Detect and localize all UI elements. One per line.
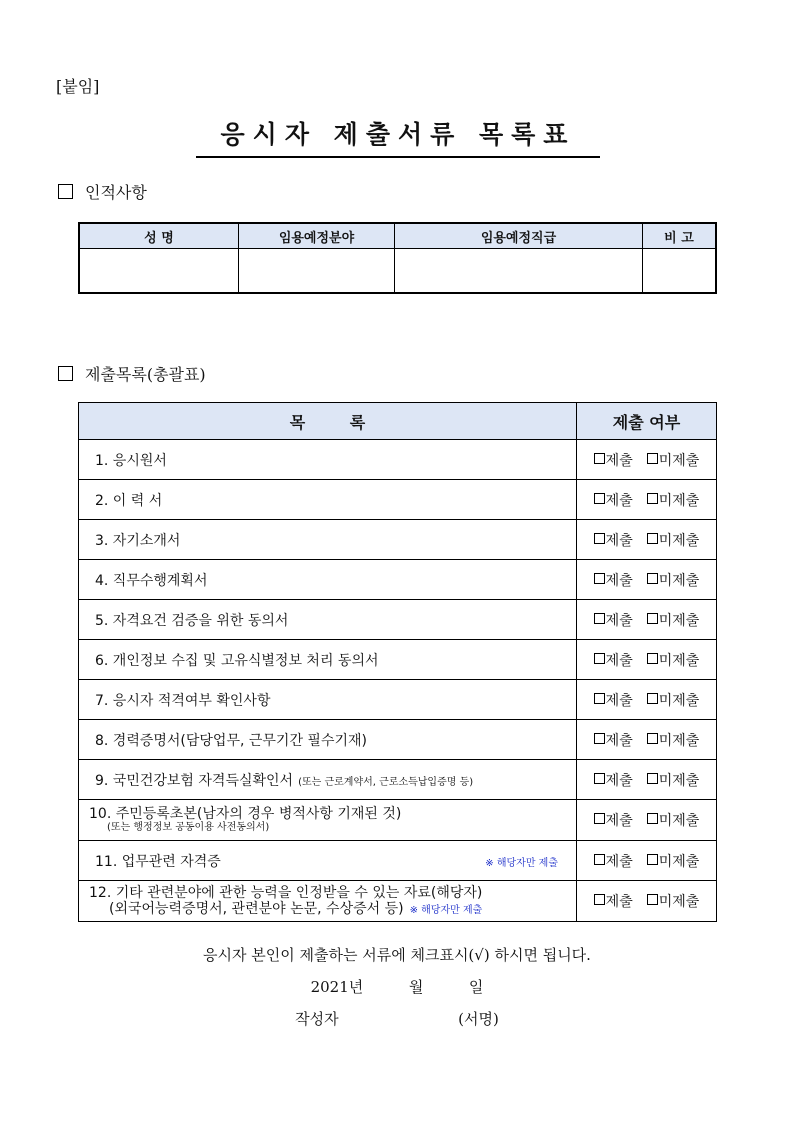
instruction-text: 응시자 본인이 제출하는 서류에 체크표시(√) 하시면 됩니다.: [203, 946, 591, 964]
submitted-label: 제출: [605, 692, 633, 709]
not-submitted-checkbox[interactable]: [647, 613, 700, 629]
not-submitted-checkbox[interactable]: [647, 894, 700, 910]
submitted-checkbox[interactable]: [594, 733, 633, 749]
checkbox-icon: [647, 453, 658, 464]
checkbox-icon: [594, 773, 605, 784]
checkbox-icon: [647, 653, 658, 664]
checkbox-icon: [594, 613, 605, 624]
header-field: 임용예정분야: [239, 223, 395, 249]
item-cell: [79, 841, 577, 881]
section-box-icon: [58, 366, 73, 381]
item-cell: [79, 680, 577, 720]
list-item: [79, 480, 717, 520]
submission-status-cell: [577, 800, 717, 841]
checkbox-icon: [647, 813, 658, 824]
item-text: 4. 직무수행계획서: [95, 572, 208, 589]
submission-status-cell: [577, 600, 717, 640]
item-text: 7. 응시자 적격여부 확인사항: [95, 692, 271, 709]
submitted-label: 제출: [605, 813, 633, 829]
submission-status-cell: [577, 640, 717, 680]
item-cell: [79, 480, 577, 520]
header-remarks: 비 고: [643, 223, 717, 249]
submitted-checkbox[interactable]: [594, 813, 633, 829]
checkbox-icon: [647, 533, 658, 544]
checkbox-icon: [594, 453, 605, 464]
not-submitted-label: 미제출: [658, 813, 700, 829]
not-submitted-label: 미제출: [658, 532, 700, 549]
list-item: [79, 800, 717, 841]
not-submitted-label: 미제출: [658, 772, 700, 789]
submitted-checkbox[interactable]: [594, 693, 633, 709]
list-item: [79, 640, 717, 680]
checkbox-icon: [647, 693, 658, 704]
checkbox-icon: [647, 854, 658, 865]
personal-section-heading: [58, 180, 147, 203]
checkbox-icon: [647, 773, 658, 784]
item-cell: [79, 881, 577, 922]
submitted-checkbox[interactable]: [594, 573, 633, 589]
submitted-label: 제출: [605, 894, 633, 910]
list-item: [79, 560, 717, 600]
not-submitted-checkbox[interactable]: [647, 854, 700, 870]
remarks-input-cell[interactable]: [643, 249, 717, 294]
not-submitted-checkbox[interactable]: [647, 733, 700, 749]
checkbox-icon: [647, 733, 658, 744]
item-second-line: (또는 행정정보 공동이용 사전동의서): [107, 822, 270, 834]
submitted-checkbox[interactable]: [594, 453, 633, 469]
list-item: [79, 520, 717, 560]
name-input-cell[interactable]: [79, 249, 239, 294]
submission-status-cell: [577, 560, 717, 600]
item-cell: [79, 560, 577, 600]
header-status: 제출 여부: [577, 403, 717, 440]
page-title-text: 응시자 제출서류 목록표: [220, 120, 576, 149]
list-item: [79, 720, 717, 760]
item-cell: [79, 600, 577, 640]
submitted-checkbox[interactable]: [594, 533, 633, 549]
not-submitted-label: 미제출: [658, 692, 700, 709]
checkbox-icon: [594, 573, 605, 584]
not-submitted-checkbox[interactable]: [647, 773, 700, 789]
not-submitted-label: 미제출: [658, 452, 700, 469]
not-submitted-label: 미제출: [658, 652, 700, 669]
submitted-label: 제출: [605, 853, 633, 870]
not-submitted-checkbox[interactable]: [647, 493, 700, 509]
header-list: 목 록: [79, 403, 577, 440]
submitted-label: 제출: [605, 652, 633, 669]
not-submitted-label: 미제출: [658, 732, 700, 749]
not-submitted-label: 미제출: [658, 612, 700, 629]
list-item: [79, 841, 717, 881]
page-title: [196, 118, 600, 158]
checkbox-icon: [594, 854, 605, 865]
checkbox-icon: [647, 894, 658, 905]
item-text: 12. 기타 관련분야에 관한 능력을 인정받을 수 있는 자료(해당자): [89, 884, 483, 901]
submitted-checkbox[interactable]: [594, 613, 633, 629]
list-item: [79, 881, 717, 922]
submitted-label: 제출: [605, 572, 633, 589]
date-year: 2021년: [310, 978, 364, 996]
not-submitted-label: 미제출: [658, 492, 700, 509]
submission-status-cell: [577, 881, 717, 922]
item-second-line: (외국어능력증명서, 관련분야 논문, 수상증서 등): [109, 901, 404, 917]
applicable-only-note: ※ 해당자만 제출: [409, 905, 483, 916]
submission-table: [78, 402, 717, 922]
signature-placeholder: (서명): [458, 1010, 499, 1028]
submission-section-heading: [58, 362, 206, 385]
not-submitted-checkbox[interactable]: [647, 693, 700, 709]
submission-status-cell: [577, 760, 717, 800]
submitted-label: 제출: [605, 532, 633, 549]
field-input-cell[interactable]: [239, 249, 395, 294]
submitted-label: 제출: [605, 732, 633, 749]
submitted-label: 제출: [605, 452, 633, 469]
not-submitted-checkbox[interactable]: [647, 453, 700, 469]
item-text: 5. 자격요건 검증을 위한 동의서: [95, 612, 289, 629]
item-text: 11. 업무관련 자격증: [95, 853, 221, 870]
item-text: 8. 경력증명서(담당업무, 근무기간 필수기재): [95, 732, 367, 749]
submission-status-cell: [577, 680, 717, 720]
checkbox-icon: [594, 733, 605, 744]
not-submitted-label: 미제출: [658, 572, 700, 589]
not-submitted-checkbox[interactable]: [647, 653, 700, 669]
submitted-checkbox[interactable]: [594, 854, 633, 870]
section-box-icon: [58, 184, 73, 199]
not-submitted-checkbox[interactable]: [647, 533, 700, 549]
submitted-checkbox[interactable]: [594, 773, 633, 789]
attachment-label: [붙임]: [56, 77, 100, 96]
checkbox-icon: [594, 653, 605, 664]
not-submitted-checkbox[interactable]: [647, 813, 700, 829]
item-text: 9. 국민건강보험 자격득실확인서: [95, 772, 294, 789]
header-rank: 임용예정직급: [395, 223, 643, 249]
submission-status-cell: [577, 480, 717, 520]
header-name: 성 명: [79, 223, 239, 249]
applicable-only-note: ※ 해당자만 제출: [485, 857, 558, 869]
submission-status-cell: [577, 720, 717, 760]
item-text: 1. 응시원서: [95, 452, 167, 469]
submission-status-cell: [577, 520, 717, 560]
checkbox-icon: [647, 493, 658, 504]
personal-section-label: 인적사항: [85, 183, 147, 202]
date-line: [0, 976, 794, 997]
item-cell: [79, 800, 577, 841]
list-item: [79, 440, 717, 480]
date-month: 월: [408, 978, 424, 996]
date-day: 일: [468, 978, 484, 996]
checkbox-icon: [594, 533, 605, 544]
not-submitted-label: 미제출: [658, 894, 700, 910]
list-item: [79, 600, 717, 640]
not-submitted-checkbox[interactable]: [647, 573, 700, 589]
checkbox-icon: [594, 493, 605, 504]
list-item: [79, 680, 717, 720]
submitted-checkbox[interactable]: [594, 493, 633, 509]
submission-status-cell: [577, 440, 717, 480]
item-cell: [79, 520, 577, 560]
personal-info-table: [78, 222, 717, 294]
item-text: 10. 주민등록초본(남자의 경우 병적사항 기재된 것): [89, 806, 402, 823]
item-cell: [79, 720, 577, 760]
not-submitted-label: 미제출: [658, 853, 700, 870]
item-cell: [79, 440, 577, 480]
submission-status-cell: [577, 841, 717, 881]
item-cell: [79, 760, 577, 800]
item-text: 6. 개인정보 수집 및 고유식별정보 처리 동의서: [95, 652, 379, 669]
submitted-label: 제출: [605, 492, 633, 509]
item-small-note: (또는 근로계약서, 근로소득납입증명 등): [298, 776, 474, 788]
checkbox-icon: [594, 813, 605, 824]
list-item: [79, 760, 717, 800]
checkbox-icon: [647, 573, 658, 584]
signature-line: [0, 1008, 794, 1029]
submitted-label: 제출: [605, 772, 633, 789]
item-text: 2. 이 력 서: [95, 492, 163, 509]
signature-label: 작성자: [295, 1010, 339, 1028]
submission-section-label: 제출목록(총괄표): [85, 365, 206, 384]
submitted-checkbox[interactable]: [594, 653, 633, 669]
submitted-label: 제출: [605, 612, 633, 629]
checkbox-icon: [647, 613, 658, 624]
item-text: 3. 자기소개서: [95, 532, 181, 549]
checkbox-icon: [594, 693, 605, 704]
rank-input-cell[interactable]: [395, 249, 643, 294]
checkbox-icon: [594, 894, 605, 905]
item-cell: [79, 640, 577, 680]
submitted-checkbox[interactable]: [594, 894, 633, 910]
